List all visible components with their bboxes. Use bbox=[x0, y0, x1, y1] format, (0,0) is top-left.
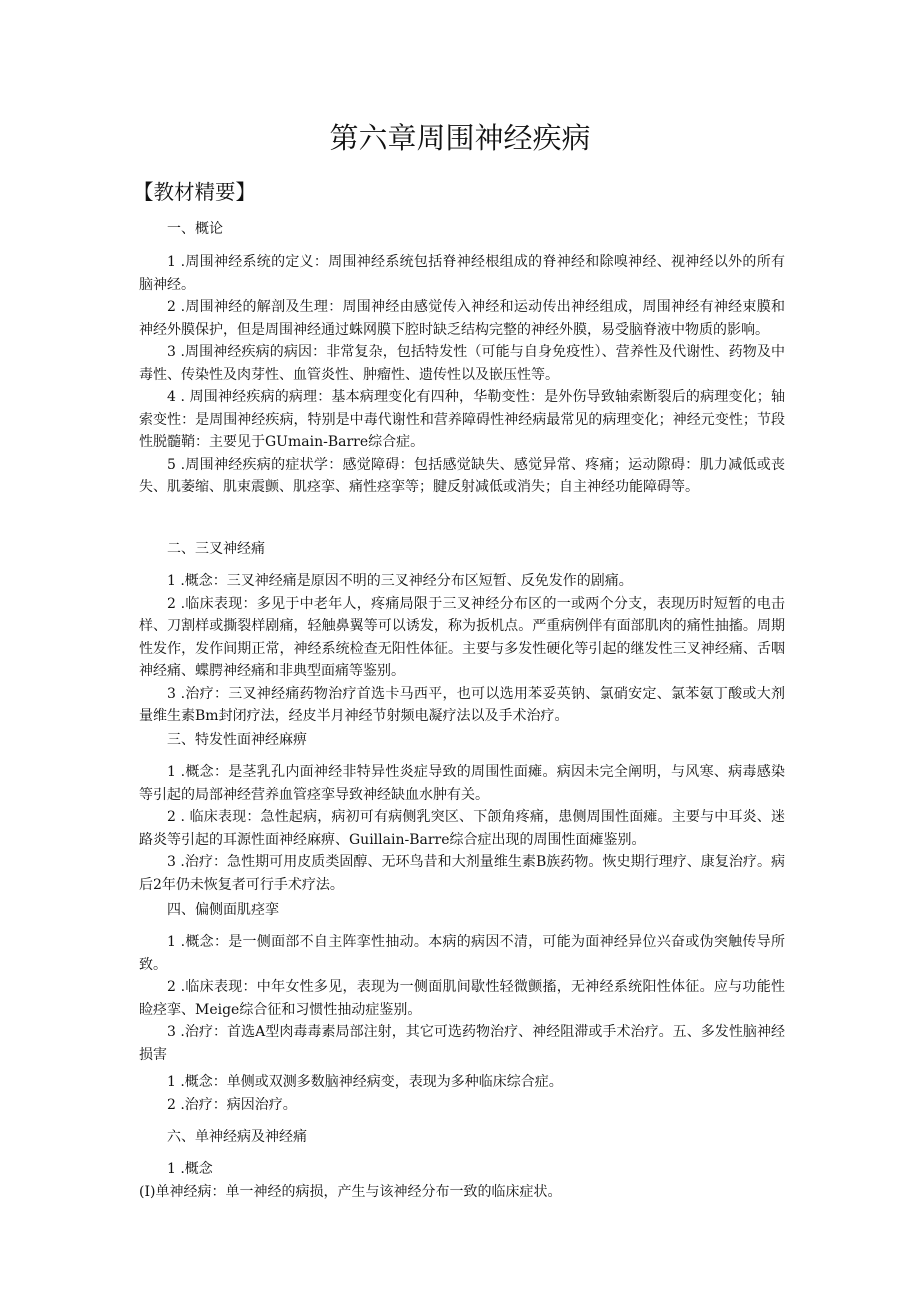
section-heading-trigeminal: 二、三叉神经痛 bbox=[167, 541, 265, 557]
paragraph: 1 .周围神经系统的定义：周围神经系统包括脊神经根组成的脊神经和除嗅神经、视神经以外的所有脑神经。 bbox=[139, 254, 785, 293]
paragraph: 1 .概念：单侧或双测多数脑神经病变，表现为多种临床综合症。 bbox=[167, 1074, 563, 1090]
section-body-hemifacial-spasm bbox=[139, 931, 785, 1066]
paragraph: 1 .概念 bbox=[167, 1161, 213, 1177]
section-body-overview bbox=[139, 251, 785, 499]
paragraph: 2 .治疗：病因治疗。 bbox=[167, 1096, 297, 1113]
paragraph: 3 .治疗：三叉神经痛药物治疗首选卡马西平，也可以选用苯妥英钠、氯硝安定、氯苯氨丁酸或大剂量维生素Bm封闭疗法，经皮半月神经节射频电凝疗法以及手术治疗。 bbox=[139, 685, 785, 724]
section-body-facial-palsy bbox=[139, 761, 785, 896]
paragraph: 3 .治疗：急性期可用皮质类固醇、无环鸟昔和大剂量维生素B族药物。恢史期行理疗、康复治疗。病后2年仍未恢复者可行手术疗法。 bbox=[139, 854, 785, 893]
paragraph: 2 .周围神经的解剖及生理：周围神经由感觉传入神经和运动传出神经组成，周围神经有神经束膜和神经外膜保护，但是周围神经通过蛛网膜下腔时缺乏结构完整的神经外膜，易受脑脊液中物质的影响。 bbox=[139, 299, 785, 338]
paragraph: 1 .概念：三叉神经痛是原因不明的三叉神经分布区短暂、反免发作的剧痛。 bbox=[167, 573, 633, 589]
paragraph: 2 . 临床表现：急性起病，病初可有病侧乳突区、下颌角疼痛，患侧周围性面瘫。主要与中耳炎、迷路炎等引起的耳源性面神经麻痹、Guillain-Barre综合症出现的周围性面瘫鉴别。 bbox=[139, 809, 785, 848]
paragraph: 3 .周围神经疾病的病因：非常复杂，包括特发性（可能与自身免疫性）、营养性及代谢性、药物及中毒性、传染性及肉芽性、血管炎性、肿瘤性、遗传性以及嵌压性等。 bbox=[139, 344, 785, 383]
section-body-multiple-cranial bbox=[139, 1071, 785, 1116]
section-heading-hemifacial-spasm: 四、偏侧面肌痉挛 bbox=[167, 902, 279, 918]
paragraph: (I)单神经病：单一神经的病损，产生与该神经分布一致的临床症状。 bbox=[139, 1183, 562, 1200]
paragraph: 5 .周围神经疾病的症状学：感觉障碍：包括感觉缺失、感觉异常、疼痛；运动隙碍：肌力减低或丧失、肌萎缩、肌束震颤、肌痉挛、痛性痉挛等；腱反射减低或消失；自主神经功能障碍等。 bbox=[139, 456, 785, 495]
paragraph: 1 .概念：是茎乳孔内面神经非特异性炎症导致的周围性面瘫。病因未完全阐明，与风寒、病毒感染等引起的局部神经营养血管痉挛导致神经缺血水肿有关。 bbox=[139, 764, 785, 803]
paragraph: 2 .临床表现：中年女性多见，表现为一侧面肌间歇性轻微颤搐，无神经系统阳性体征。应与功能性睑痉挛、Meige综合征和习惯性抽动症鉴别。 bbox=[139, 979, 785, 1018]
paragraph: 4 . 周围神经疾病的病理：基本病理变化有四种，华勒变性：是外伤导致轴索断裂后的病理变化；轴索变性：是周围神经疾病，特别是中毒代谢性和营养障碍性神经病最常见的病理变化；神经元变性；节段性脱髓鞘：主要见于GUmain-Barre综合症。 bbox=[139, 389, 785, 450]
paragraph: 1 .概念：是一侧面部不自主阵挛性抽动。本病的病因不清，可能为面神经异位兴奋或伪突触传导所致。 bbox=[139, 934, 785, 973]
section-label: 【教材精要】 bbox=[133, 180, 256, 204]
section-body-mononeuropathy bbox=[139, 1158, 785, 1203]
paragraph: 2 .临床表现：多见于中老年人，疼痛局限于三叉神经分布区的一或两个分支，表现历时短暂的电击样、刀割样或撕裂样剧痛，轻触鼻翼等可以诱发，称为扳机点。严重病例伴有面部肌肉的痛性抽搐。周期性发作，发作间期正常，神经系统检查无阳性体征。主要与多发性硬化等引起的继发性三叉神经痛、舌咽神经痛、蝶腭神经痛和非典型面痛等鉴别。 bbox=[139, 595, 785, 679]
chapter-title: 第六章周围神经疾病 bbox=[329, 121, 591, 155]
section-body-trigeminal bbox=[139, 570, 785, 728]
paragraph: 3 .治疗：首选A型肉毒毒素局部注射，其它可选药物治疗、神经阻滞或手术治疗。五、多发性脑神经损害 bbox=[139, 1024, 785, 1063]
section-heading-mononeuropathy: 六、单神经病及神经痛 bbox=[167, 1129, 307, 1145]
section-heading-facial-palsy: 三、特发性面神经麻痹 bbox=[167, 732, 307, 748]
section-heading-overview: 一、概论 bbox=[167, 221, 223, 237]
